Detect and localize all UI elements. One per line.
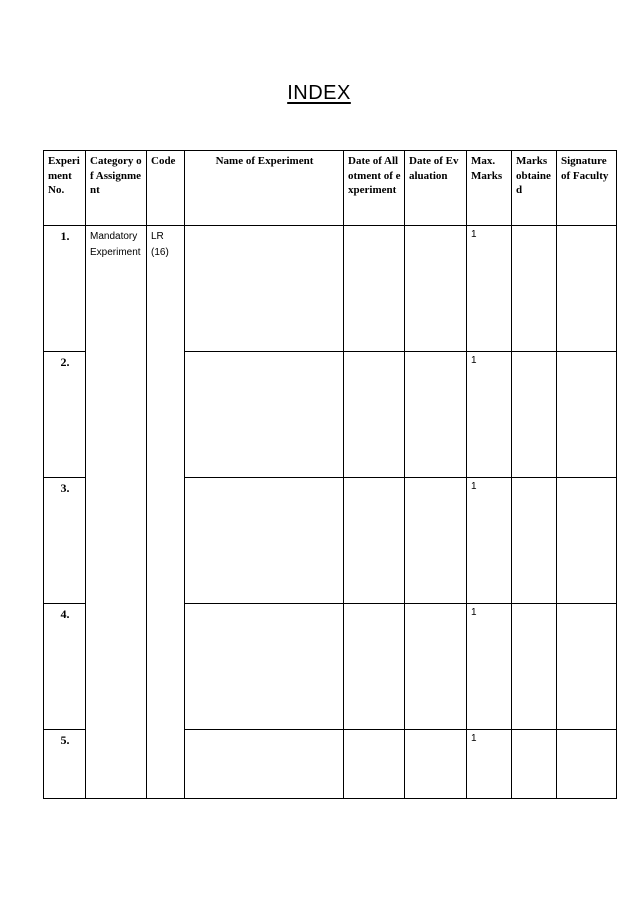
experiment-name-cell	[185, 226, 344, 352]
experiment-name-cell	[185, 730, 344, 799]
table-row	[44, 226, 617, 352]
header-name: Name of Experiment	[185, 151, 344, 226]
marks-obtained-cell	[512, 352, 557, 478]
code-cell: LR (16)	[147, 226, 185, 799]
header-code: Code	[147, 151, 185, 226]
index-table	[43, 150, 617, 799]
max-marks-cell: 1	[467, 226, 512, 352]
category-cell: Mandatory Experiment	[86, 226, 147, 799]
date-evaluation-cell	[405, 730, 467, 799]
experiment-name-cell	[185, 352, 344, 478]
date-evaluation-cell	[405, 226, 467, 352]
marks-obtained-cell	[512, 226, 557, 352]
row-number: 2.	[44, 352, 86, 478]
row-number: 5.	[44, 730, 86, 799]
page-title-container	[0, 82, 638, 105]
date-allotment-cell	[344, 730, 405, 799]
signature-cell	[557, 226, 617, 352]
date-allotment-cell	[344, 604, 405, 730]
header-marks-obtained: Marks obtained	[512, 151, 557, 226]
date-allotment-cell	[344, 226, 405, 352]
date-evaluation-cell	[405, 352, 467, 478]
date-allotment-cell	[344, 478, 405, 604]
marks-obtained-cell	[512, 478, 557, 604]
header-date-evaluation: Date of Evaluation	[405, 151, 467, 226]
experiment-name-cell	[185, 604, 344, 730]
date-evaluation-cell	[405, 478, 467, 604]
max-marks-cell: 1	[467, 478, 512, 604]
signature-cell	[557, 730, 617, 799]
header-row	[44, 151, 617, 226]
date-evaluation-cell	[405, 604, 467, 730]
max-marks-cell: 1	[467, 730, 512, 799]
marks-obtained-cell	[512, 730, 557, 799]
header-signature: Signature of Faculty	[557, 151, 617, 226]
row-number: 3.	[44, 478, 86, 604]
max-marks-cell: 1	[467, 352, 512, 478]
header-date-allotment: Date of Allotment of experiment	[344, 151, 405, 226]
row-number: 4.	[44, 604, 86, 730]
row-number: 1.	[44, 226, 86, 352]
signature-cell	[557, 352, 617, 478]
page-title: INDEX	[287, 82, 351, 104]
header-max-marks: Max. Marks	[467, 151, 512, 226]
marks-obtained-cell	[512, 604, 557, 730]
header-exp-no: Experiment No.	[44, 151, 86, 226]
header-category: Category of Assignment	[86, 151, 147, 226]
experiment-name-cell	[185, 478, 344, 604]
max-marks-cell: 1	[467, 604, 512, 730]
signature-cell	[557, 478, 617, 604]
signature-cell	[557, 604, 617, 730]
date-allotment-cell	[344, 352, 405, 478]
